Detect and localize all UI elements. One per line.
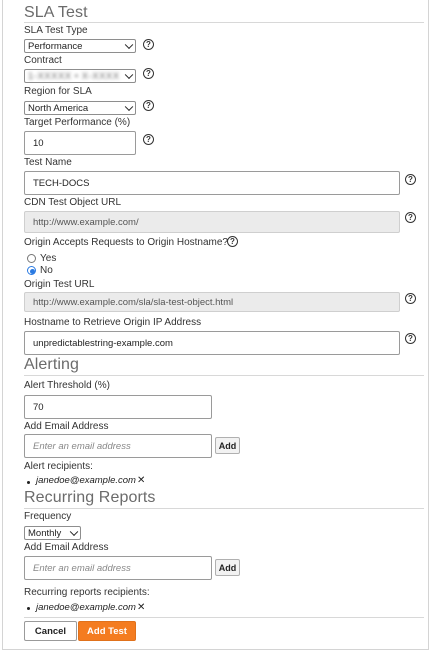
section-divider [24, 22, 424, 23]
alert-recipient-email: janedoe@example.com [36, 475, 136, 486]
sla-test-type-value: Performance [28, 40, 83, 52]
cdn-url-label: CDN Test Object URL [24, 197, 122, 208]
alert-add-button[interactable]: Add [215, 437, 240, 454]
help-icon[interactable]: ? [405, 293, 416, 304]
help-icon[interactable]: ? [143, 68, 154, 79]
radio-no-label: No [40, 265, 53, 276]
frequency-label: Frequency [24, 511, 72, 522]
target-performance-label: Target Performance (%) [24, 117, 131, 128]
test-name-label: Test Name [24, 157, 72, 168]
target-performance-input[interactable]: 10 [24, 131, 136, 155]
hostname-input[interactable]: unpredictablestring-example.com [24, 331, 400, 355]
frequency-select[interactable] [24, 526, 81, 540]
section-title-sla-test: SLA Test [24, 4, 88, 21]
chevron-down-icon [125, 41, 133, 49]
contract-value: 1-XXXXX • X-XXXX [28, 70, 120, 82]
contract-select[interactable] [24, 69, 136, 83]
alert-email-input[interactable]: Enter an email address [24, 434, 212, 458]
chevron-down-icon [125, 71, 133, 79]
remove-recipient-icon[interactable]: ✕ [137, 475, 146, 486]
alert-recipients-label: Alert recipients: [24, 461, 93, 472]
add-test-button[interactable]: Add Test [78, 621, 136, 641]
alert-add-email-label: Add Email Address [24, 421, 109, 432]
help-icon[interactable]: ? [405, 174, 416, 185]
section-divider [24, 375, 424, 376]
section-title-alerting: Alerting [24, 356, 80, 373]
footer-divider [24, 617, 424, 618]
sla-test-type-select[interactable] [24, 39, 136, 53]
help-icon[interactable]: ? [143, 100, 154, 111]
radio-yes[interactable] [27, 254, 36, 263]
origin-url-label: Origin Test URL [24, 279, 95, 290]
section-title-recurring-reports: Recurring Reports [24, 489, 156, 506]
help-icon[interactable]: ? [143, 39, 154, 50]
help-icon[interactable]: ? [405, 333, 416, 344]
region-value: North America [28, 102, 89, 114]
test-name-input[interactable]: TECH-DOCS [24, 171, 400, 195]
list-bullet [27, 481, 30, 484]
hostname-label: Hostname to Retrieve Origin IP Address [24, 317, 202, 328]
radio-yes-label: Yes [40, 253, 57, 264]
reports-recipient-email: janedoe@example.com [36, 602, 136, 613]
radio-no[interactable] [27, 266, 36, 275]
reports-add-button[interactable]: Add [215, 559, 240, 576]
help-icon[interactable]: ? [405, 212, 416, 223]
contract-label: Contract [24, 55, 62, 66]
cdn-url-input: http://www.example.com/ [24, 211, 400, 233]
help-icon[interactable]: ? [227, 236, 238, 247]
reports-email-input[interactable]: Enter an email address [24, 556, 212, 580]
origin-accepts-label: Origin Accepts Requests to Origin Hostname? [24, 237, 228, 248]
region-label: Region for SLA [24, 86, 92, 97]
chevron-down-icon [70, 528, 78, 536]
remove-recipient-icon[interactable]: ✕ [137, 602, 146, 613]
chevron-down-icon [125, 103, 133, 111]
alert-threshold-input[interactable]: 70 [24, 395, 212, 419]
sla-test-type-label: SLA Test Type [24, 25, 88, 36]
reports-recipients-label: Recurring reports recipients: [24, 587, 150, 598]
alert-threshold-label: Alert Threshold (%) [24, 380, 110, 391]
cancel-button[interactable]: Cancel [24, 621, 77, 641]
reports-add-email-label: Add Email Address [24, 542, 109, 553]
list-bullet [27, 607, 30, 610]
frequency-value: Monthly [28, 527, 62, 539]
help-icon[interactable]: ? [143, 134, 154, 145]
section-divider [24, 508, 424, 509]
origin-url-input: http://www.example.com/sla/sla-test-object.html [24, 292, 400, 312]
region-select[interactable] [24, 101, 136, 115]
